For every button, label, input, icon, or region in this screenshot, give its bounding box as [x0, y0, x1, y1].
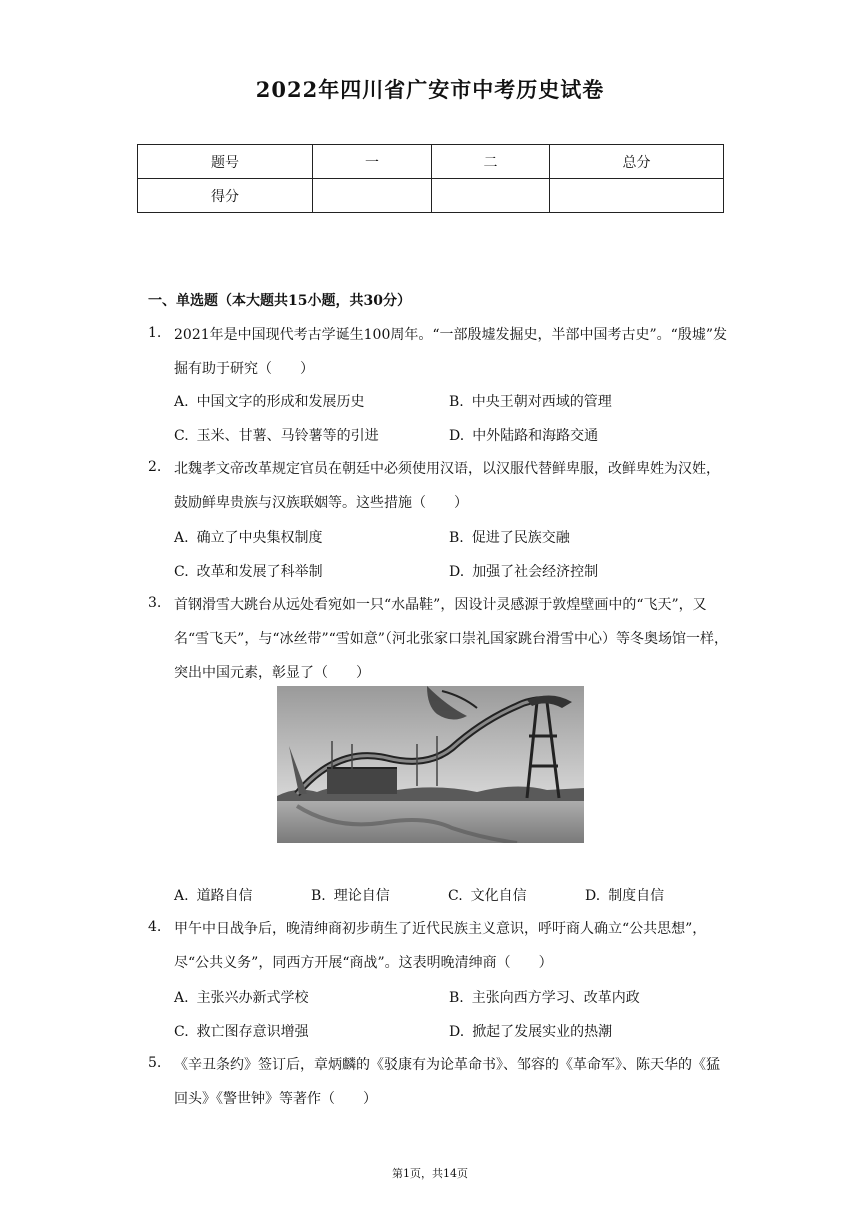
option-b[interactable]: B. 促进了民族交融 [449, 530, 570, 546]
option-a[interactable]: A. 中国文字的形成和发展历史 [174, 394, 365, 410]
option-b[interactable]: B. 理论自信 [311, 888, 390, 904]
table-cell: 二 [432, 145, 550, 179]
ski-jump-photo [277, 686, 584, 843]
question-number: 3. [148, 595, 162, 611]
option-c[interactable]: C. 改革和发展了科举制 [174, 564, 323, 580]
option-b[interactable]: B. 主张向西方学习、改革内政 [449, 990, 640, 1006]
question-stem: 首钢滑雪大跳台从远处看宛如一只“水晶鞋”，因设计灵感源于敦煌壁画中的“飞天”，又名“雪飞天”，与“冰丝带”“雪如意”（河北张家口崇礼国家跳台滑雪中心）等冬奥场馆一样，突出中国元素，彰显了（ ） [174, 597, 728, 681]
question-3 [148, 588, 728, 690]
question-number: 5. [148, 1055, 162, 1071]
table-cell [432, 179, 550, 213]
option-a[interactable]: A. 主张兴办新式学校 [174, 990, 309, 1006]
option-b[interactable]: B. 中央王朝对西域的管理 [449, 394, 612, 410]
table-cell: 总分 [550, 145, 724, 179]
table-row [138, 179, 724, 213]
section-title: 一、单选题（本大题共15小题，共30分） [148, 293, 411, 309]
table-cell: 一 [313, 145, 432, 179]
option-a[interactable]: A. 道路自信 [174, 888, 253, 904]
table-cell: 得分 [138, 179, 313, 213]
question-1 [148, 318, 728, 386]
option-a[interactable]: A. 确立了中央集权制度 [174, 530, 323, 546]
score-table [137, 144, 724, 213]
option-c[interactable]: C. 文化自信 [448, 888, 527, 904]
question-stem: 甲午中日战争后，晚清绅商初步萌生了近代民族主义意识，呼吁商人确立“公共思想”，尽“公共义务”，同西方开展“商战”。这表明晚清绅商（ ） [174, 921, 707, 971]
table-row [138, 145, 724, 179]
table-cell [313, 179, 432, 213]
option-d[interactable]: D. 中外陆路和海路交通 [449, 428, 599, 444]
question-number: 4. [148, 919, 162, 935]
question-number: 1. [148, 325, 162, 341]
question-stem: 《辛丑条约》签订后，章炳麟的《驳康有为论革命书》、邹容的《革命军》、陈天华的《猛回头》《警世钟》等著作（ ） [174, 1057, 720, 1107]
ski-jump-illustration [277, 686, 584, 843]
question-2 [148, 452, 728, 520]
option-d[interactable]: D. 加强了社会经济控制 [449, 564, 599, 580]
table-cell: 题号 [138, 145, 313, 179]
question-5 [148, 1048, 728, 1116]
option-c[interactable]: C. 玉米、甘薯、马铃薯等的引进 [174, 428, 379, 444]
question-stem: 2021年是中国现代考古学诞生100周年。“一部殷墟发掘史，半部中国考古史”。“殷墟”发掘有助于研究（ ） [174, 327, 727, 377]
page-title: 2022年四川省广安市中考历史试卷 [255, 77, 605, 102]
option-c[interactable]: C. 救亡图存意识增强 [174, 1024, 309, 1040]
question-stem: 北魏孝文帝改革规定官员在朝廷中必须使用汉语，以汉服代替鲜卑服，改鲜卑姓为汉姓，鼓励鲜卑贵族与汉族联姻等。这些措施（ ） [174, 461, 720, 511]
question-4 [148, 912, 728, 980]
option-d[interactable]: D. 掀起了发展实业的热潮 [449, 1024, 613, 1040]
question-number: 2. [148, 459, 162, 475]
option-d[interactable]: D. 制度自信 [585, 888, 665, 904]
table-cell [550, 179, 724, 213]
page-footer: 第1页，共14页 [392, 1167, 468, 1180]
